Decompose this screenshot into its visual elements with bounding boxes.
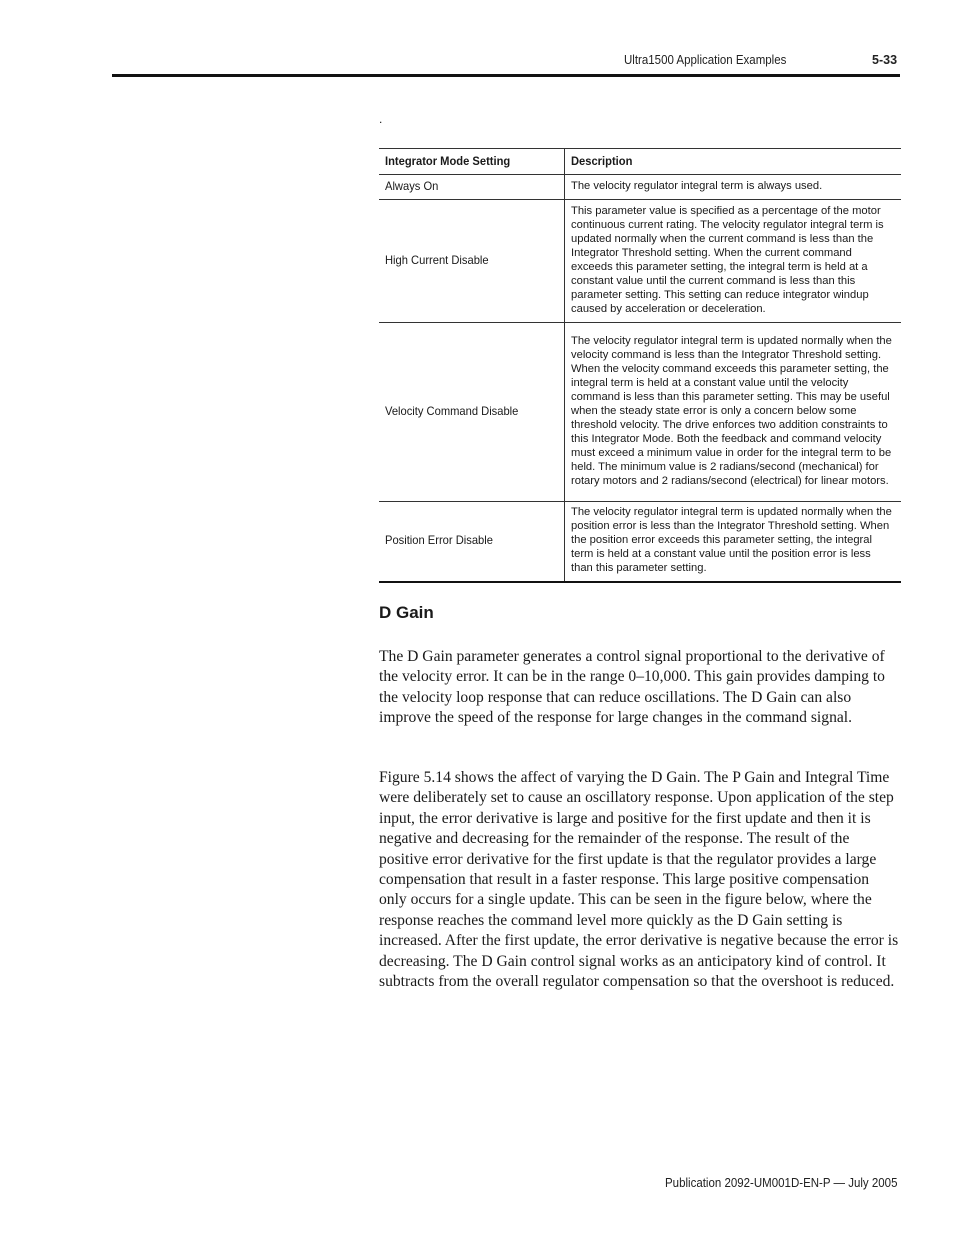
- stray-period: .: [379, 112, 383, 126]
- page-number: 5-33: [872, 53, 898, 67]
- description-cell: The velocity regulator integral term is updated normally when the position error is less than the Integrator Threshold setting. When the position error exceeds this parameter setting, the integral term is held at a constant value until the position error is less than this parameter setting.: [565, 502, 902, 582]
- setting-cell: Position Error Disable: [379, 502, 565, 582]
- description-cell: This parameter value is specified as a percentage of the motor continuous current rating. The velocity regulator integral term is updated normally when the current command is less than the Integrator Threshold setting. When the current command exceeds this parameter setting, the integral term is held at a constant value until the current command is less than this parameter setting. This setting can reduce integrator windup caused by acceleration or deceleration.: [565, 200, 902, 323]
- setting-cell: Always On: [379, 175, 565, 200]
- column-header-setting: Integrator Mode Setting: [379, 149, 565, 175]
- header-rule: [112, 74, 900, 77]
- column-header-description: Description: [565, 149, 902, 175]
- section-heading-d-gain: D Gain: [379, 603, 434, 622]
- description-cell: The velocity regulator integral term is updated normally when the velocity command is less than the Integrator Threshold setting. When the velocity command exceeds this parameter setting, the integral term is held at a constant value until the velocity command is less than this parameter setting. This may be useful when the steady state error is only a concern below some threshold velocity. The drive enforces two addition constraints to this Integrator Mode. Both the feedback and command velocity must exceed a minimum value in order for the integral term to be held. The minimum value is 2 radians/second (mechanical) for rotary motors and 2 radians/second (electrical) for linear motors.: [565, 323, 902, 502]
- setting-cell: Velocity Command Disable: [379, 323, 565, 502]
- table-header-row: [379, 149, 901, 175]
- table-row: [379, 175, 901, 200]
- integrator-mode-table: [379, 148, 901, 583]
- description-cell: The velocity regulator integral term is always used.: [565, 175, 902, 200]
- table-row: [379, 200, 901, 323]
- running-header-title: Ultra1500 Application Examples: [624, 53, 787, 67]
- body-paragraph: Figure 5.14 shows the affect of varying the D Gain. The P Gain and Integral Time were deliberately set to cause an oscillatory response. Upon application of the step input, the error derivative is large and positive for the first update and then it is negative and decreasing for the remainder of the response. The result of the positive error derivative for the first update is that the regulator provides a large compensation that result in a faster response. This large positive compensation only occurs for a single update. This can be seen in the figure below, where the response reaches the command level more quickly as the D Gain setting is increased. After the first update, the error derivative is negative because the error is decreasing. The D Gain control signal works as an anticipatory kind of control. It subtracts from the overall regulator compensation so that the overshoot is reduced.: [379, 769, 899, 991]
- publication-footer: Publication 2092-UM001D-EN-P — July 2005: [665, 1176, 898, 1190]
- setting-cell: High Current Disable: [379, 200, 565, 323]
- table-row: [379, 323, 901, 502]
- table-row: [379, 502, 901, 582]
- body-paragraph: The D Gain parameter generates a control signal proportional to the derivative of the velocity error. It can be in the range 0–10,000. This gain provides damping to the velocity loop response that can reduce oscillations. The D Gain can also improve the speed of the response for large changes in the command signal.: [379, 648, 885, 727]
